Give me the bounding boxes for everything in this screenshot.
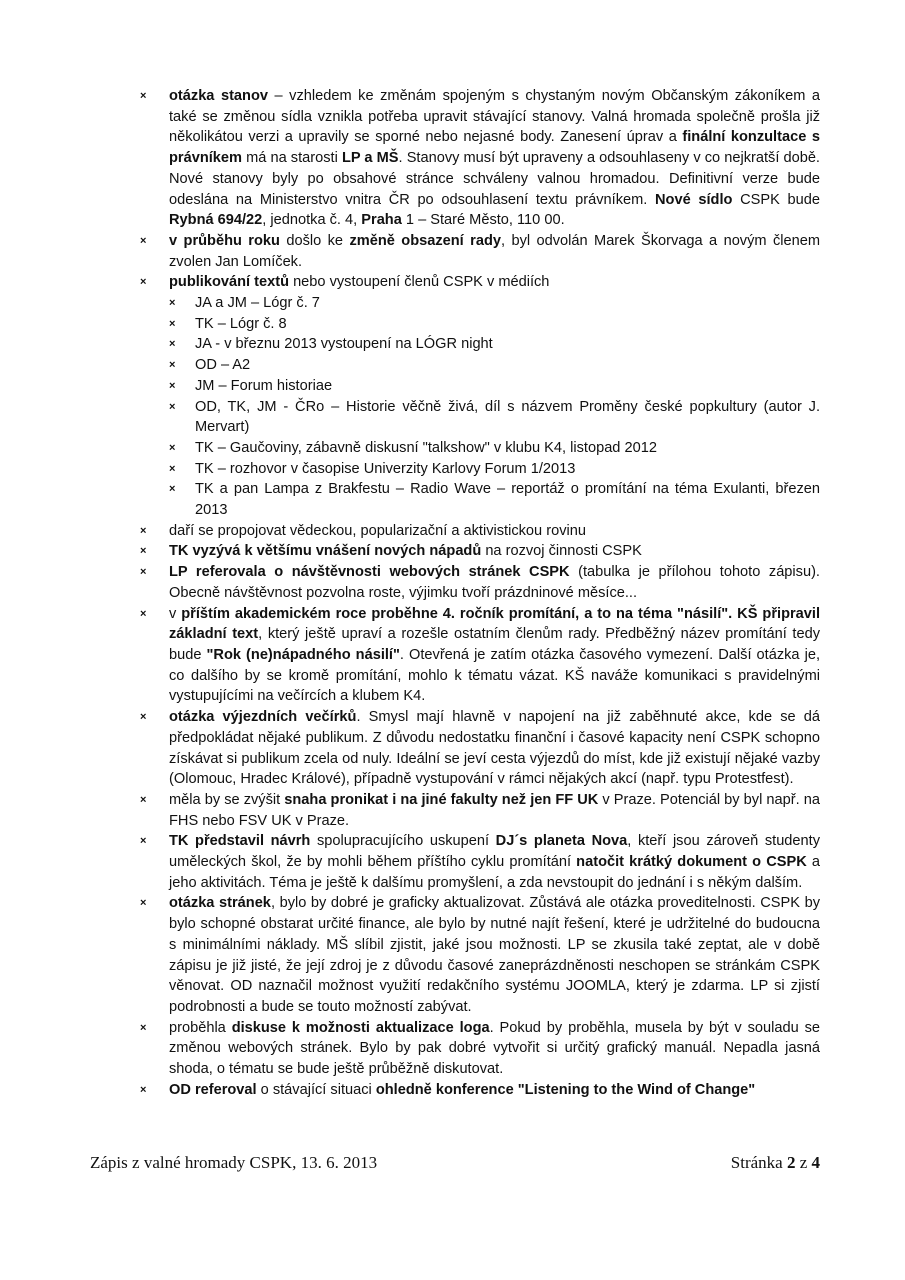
- sub-item-text: JM – Forum historiae: [195, 377, 333, 394]
- bullet-icon: ×: [169, 441, 176, 454]
- body-text: , bylo by dobré je graficky aktualizovat. Zůstává ale otázka proveditelnosti. CSPK by bylo schopné obstarat určité finance, ale bylo by nutné najít řešení, které je udržitelné do budoucna s minimálními náklady. MŠ slíbil zjistit, jaké jsou možnosti. LP se zkusila také zeptat, ale v době zápisu je již jisté, že její zdroj je z důvodu časové zaneprázdněnosti neschopen se stránkám CSPK věnovat. OD naznačil možnost využití redakčního systému JOOMLA, který je zdarma. LP si zjistí podrobnosti a bude se touto možností zabývat.: [169, 895, 820, 1015]
- bullet-icon: ×: [140, 607, 147, 620]
- body-text: měla by se zvýšit: [169, 791, 285, 808]
- body-text: o stávající situaci: [256, 1081, 376, 1098]
- bullet-icon: ×: [169, 483, 176, 496]
- bold-text: Rybná 694/22: [169, 212, 263, 229]
- sub-list-item: [169, 438, 820, 459]
- bullet-icon: ×: [140, 276, 147, 289]
- bold-text: otázka výjezdních večírků: [169, 709, 357, 726]
- body-text: , který ještě upraví a rozešle ostatním členům rady. Předběžný název promítání tedy bude: [169, 626, 821, 663]
- bullet-icon: ×: [140, 1083, 147, 1096]
- sub-list-item: [169, 479, 820, 520]
- bullet-icon: ×: [169, 297, 176, 310]
- body-text: . Otevřená je zatím otázka časového vymezení. Další otázka je, co dalšího by se kromě promítání, mohlo k tématu vázat. KŠ naváže komunikaci s pravidelnými vystupujícími na večírcích a klubem K4.: [169, 646, 821, 705]
- bold-text: příštím akademickém roce proběhne 4. ročník promítání, a to na téma "násilí". KŠ připravil základní text: [169, 605, 821, 643]
- bold-text: finální konzultace s právníkem: [169, 129, 820, 167]
- sub-item-text: TK a pan Lampa z Brakfestu – Radio Wave – reportáž o promítání na téma Exulanti, březen 2013: [195, 481, 820, 519]
- page-footer: [90, 1153, 820, 1175]
- bullet-icon: ×: [169, 379, 176, 392]
- body-text: 1 – Staré Město, 110 00.: [401, 212, 565, 229]
- body-text: v Praze. Potenciál by byl např. na FHS nebo FSV UK v Praze.: [169, 791, 820, 829]
- page-word: Stránka: [730, 1153, 787, 1172]
- sub-list-item: [169, 376, 820, 397]
- bullet-icon: ×: [140, 711, 147, 724]
- bullet-icon: ×: [140, 1021, 147, 1034]
- body-text: má na starosti: [242, 150, 342, 167]
- sub-list-item: [169, 293, 820, 314]
- page-current: 2: [786, 1153, 796, 1172]
- footer-title: Zápis z valné hromady CSPK, 13. 6. 2013: [90, 1153, 378, 1172]
- bullet-icon: ×: [169, 462, 176, 475]
- page-of: z: [795, 1153, 812, 1172]
- bullet-icon: ×: [140, 566, 147, 579]
- list-item: [140, 831, 820, 893]
- list-item: [140, 604, 820, 708]
- sub-list: [169, 293, 820, 521]
- list-item: [140, 272, 820, 520]
- bold-text: TK představil návrh: [169, 833, 311, 850]
- page-number: [731, 1153, 820, 1173]
- bold-text: publikování textů: [169, 274, 290, 291]
- page-total: 4: [811, 1153, 820, 1172]
- body-text: (tabulka je přílohou tohoto zápisu). Obecně návštěvnost pozvolna roste, výjimku tvoří prázdninové měsíce...: [169, 564, 820, 601]
- bold-text: snaha pronikat i na jiné fakulty než jen FF UK: [284, 791, 599, 808]
- bold-text: OD referoval: [169, 1081, 257, 1098]
- bullet-icon: ×: [140, 545, 147, 558]
- bold-text: diskuse k možnosti aktualizace loga: [231, 1019, 490, 1036]
- bold-text: Nové sídlo: [655, 191, 733, 208]
- list-item: [140, 790, 820, 831]
- body-text: – vzhledem ke změnám spojeným s chystaným novým Občanským zákoníkem a také se změnou sídla vznikla potřeba upravit stávající stanovy. Valná hromada společně prošla již několikátou verzi a upravily se sporné nebo nejasné body. Zanesení úprav a: [169, 88, 821, 146]
- list-item: [140, 86, 820, 231]
- body-text: , jednotka č. 4,: [262, 212, 362, 229]
- sub-list-item: [169, 355, 820, 376]
- bullet-icon: ×: [169, 400, 176, 413]
- sub-item-text: TK – Lógr č. 8: [195, 315, 287, 332]
- bold-text: v průběhu roku: [169, 232, 280, 249]
- bold-text: natočit krátký dokument o CSPK: [576, 854, 807, 871]
- bullet-icon: ×: [140, 90, 147, 102]
- body-text: proběhla: [169, 1019, 232, 1036]
- sub-item-text: JA - v březnu 2013 vystoupení na LÓGR night: [195, 336, 493, 353]
- bold-text: změně obsazení rady: [349, 232, 501, 249]
- body-text: . Pokud by proběhla, musela by být v souladu se změnou webových stránek. Bylo by pak dobré vytvořit si určitý grafický manuál. Nepadla jasná shoda, o tématu se bude ještě průběžně diskutovat.: [169, 1019, 821, 1078]
- bullet-icon: ×: [169, 359, 176, 372]
- bullet-icon: ×: [169, 338, 176, 351]
- body-text: na rozvoj činnosti CSPK: [481, 543, 642, 560]
- body-text: . Stanovy musí být upraveny a odsouhlaseny v co nejkratší době. Nové stanovy byly po obsahové stránce schváleny valnou hromadou. Definitivní verze bude odeslána na Ministerstvo vnitra ČR po odsouhlasení textu právníkem.: [169, 150, 820, 208]
- body-text: , kteří jsou zároveň studenty uměleckých škol, že by mohli během příštího cyklu promítání: [169, 833, 821, 871]
- body-text: v: [169, 605, 182, 622]
- bold-text: ohledně konference "Listening to the Wind of Change": [375, 1081, 756, 1098]
- sub-item-text: JA a JM – Lógr č. 7: [195, 295, 320, 312]
- bold-text: LP referovala o návštěvnosti webových stránek CSPK: [169, 564, 570, 581]
- bullet-icon: ×: [140, 234, 147, 247]
- bold-text: DJ´s planeta Nova: [495, 833, 628, 850]
- list-item: [140, 707, 820, 790]
- bold-text: LP a MŠ: [341, 150, 399, 167]
- sub-list-item: [169, 397, 820, 438]
- body-text: a jeho aktivitách. Téma je ještě k dalšímu promyšlení, a zda nevstoupit do jednání i s někým dalším.: [169, 854, 821, 891]
- bold-text: TK vyzývá k většímu vnášení nových nápadů: [169, 543, 482, 560]
- minutes-list: [140, 86, 820, 1100]
- bullet-icon: ×: [140, 524, 147, 537]
- sub-item-text: OD – A2: [195, 357, 251, 374]
- list-item: [140, 893, 820, 1017]
- bullet-icon: ×: [140, 835, 147, 848]
- sub-list-item: [169, 459, 820, 480]
- body-text: spolupracujícího uskupení: [310, 833, 496, 850]
- bullet-icon: ×: [169, 317, 176, 330]
- body-text: daří se propojovat vědeckou, popularizační a aktivistickou rovinu: [169, 522, 586, 539]
- bold-text: otázka stránek: [169, 895, 271, 912]
- body-text: , byl odvolán Marek Škorvaga a novým členem zvolen Jan Lomíček.: [169, 232, 821, 270]
- sub-list-item: [169, 334, 820, 355]
- sub-item-text: OD, TK, JM - ČRo – Historie věčně živá, díl s názvem Proměny české popkultury (autor J. Mervart): [195, 398, 820, 436]
- bold-text: otázka stanov: [169, 88, 268, 104]
- sub-item-text: TK – rozhovor v časopise Univerzity Karlovy Forum 1/2013: [195, 460, 576, 477]
- body-text: . Smysl mají hlavně v napojení na již zaběhnuté akce, kde se dá předpokládat nějaké publikum. Z důvodu nedostatku finanční i časové kapacity není CSPK schopno získávat si publikum zcela od nuly. Ideální se jeví cesta výjezdů do míst, kde již existují nějaké vazby (Olomouc, Hradec Králové), případně vystupování v rámci nějakých akcí (např. typu Protestfest).: [169, 709, 820, 788]
- bullet-icon: ×: [140, 897, 147, 910]
- list-item: [140, 562, 820, 603]
- list-item: [140, 231, 820, 272]
- body-text: došlo ke: [279, 232, 350, 249]
- body-text: CSPK bude: [732, 191, 820, 208]
- sub-item-text: TK – Gaučoviny, zábavně diskusní "talkshow" v klubu K4, listopad 2012: [195, 439, 657, 456]
- bold-text: Praha: [361, 212, 402, 229]
- list-item: [140, 1080, 820, 1101]
- list-item: [140, 521, 820, 542]
- minutes-body: [140, 86, 820, 1100]
- bullet-icon: ×: [140, 793, 147, 806]
- bold-text: "Rok (ne)nápadného násilí": [206, 646, 400, 663]
- list-item: [140, 1018, 820, 1080]
- body-text: nebo vystoupení členů CSPK v médiích: [289, 274, 550, 291]
- sub-list-item: [169, 314, 820, 335]
- list-item: [140, 541, 820, 562]
